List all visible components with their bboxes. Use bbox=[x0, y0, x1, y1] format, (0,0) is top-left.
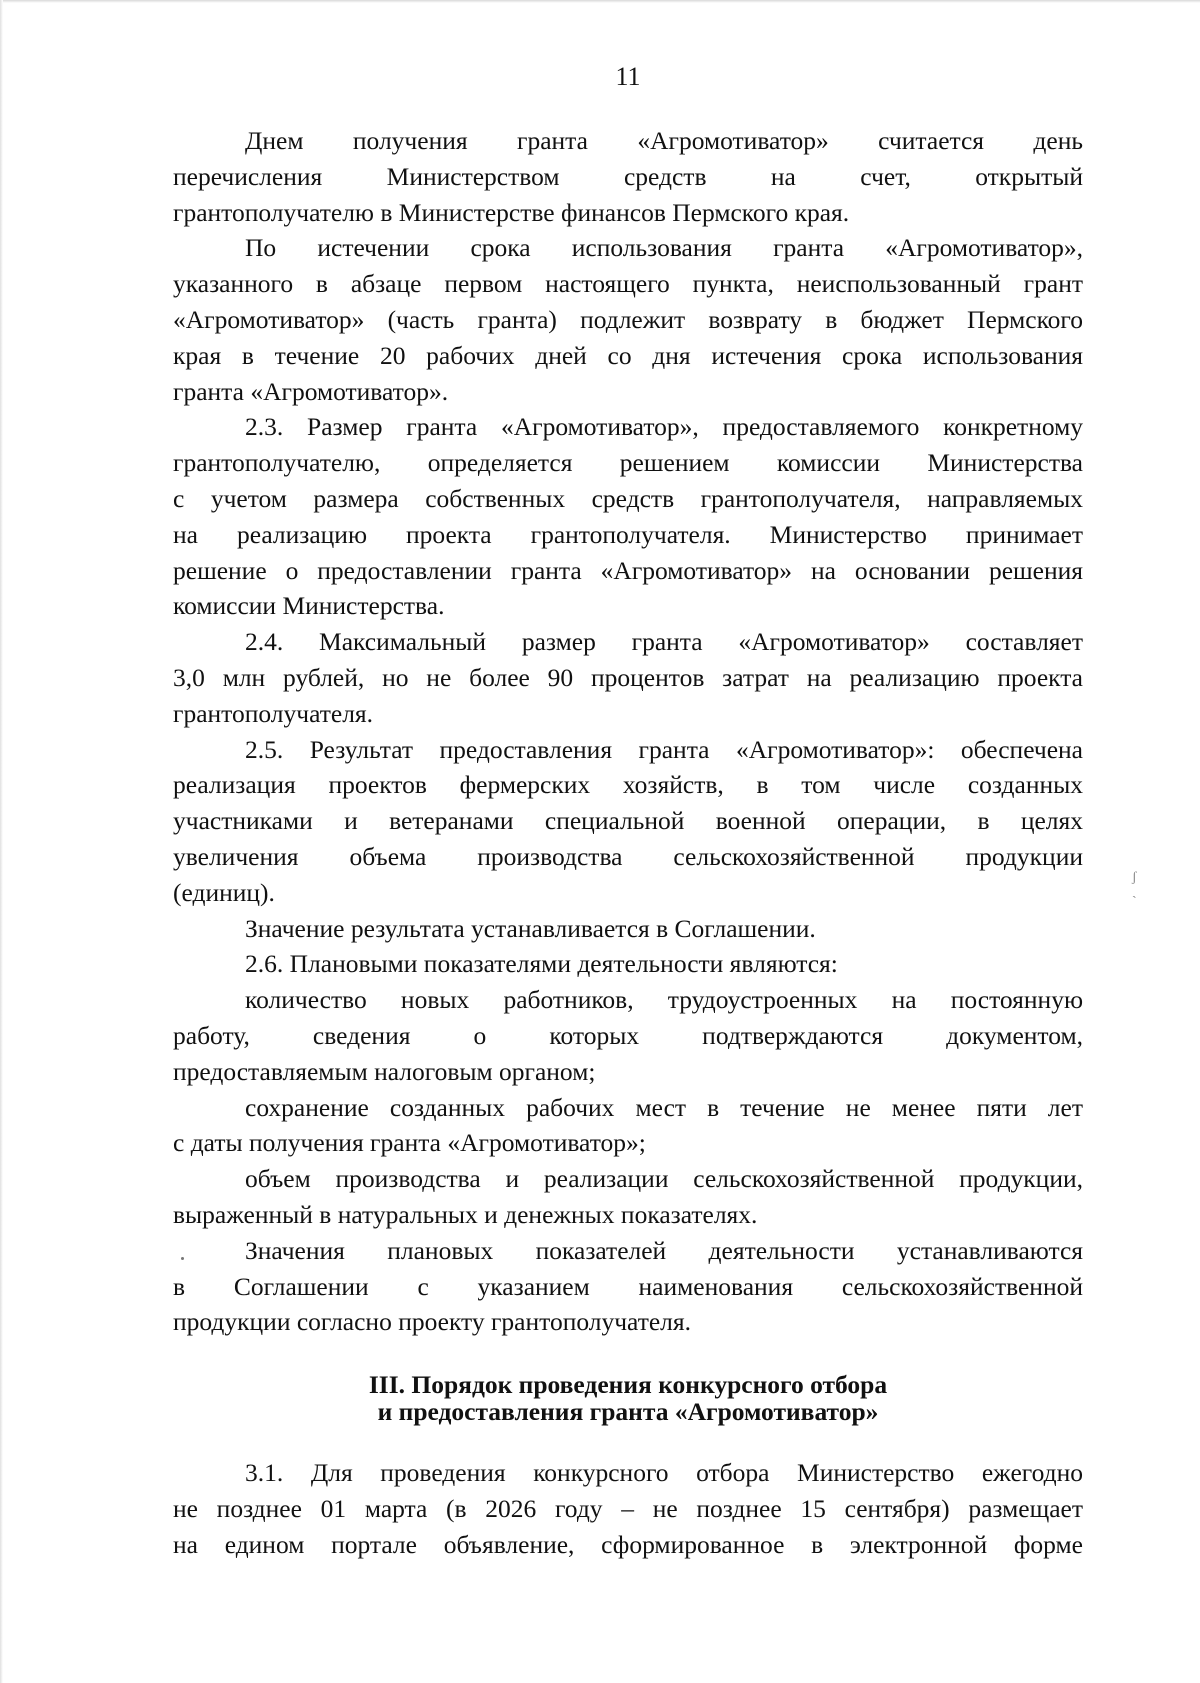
paragraph-line: работу, сведения о которых подтверждаются документом, bbox=[173, 1020, 1083, 1050]
paragraph-line: объем производства и реализации сельскохозяйственной продукции, bbox=[245, 1164, 1083, 1194]
paragraph-line: на едином портале объявление, сформированное в электронной форме bbox=[173, 1529, 1083, 1559]
paragraph-line: грантополучателю в Министерстве финансов Пермского края. bbox=[173, 197, 850, 227]
document-body bbox=[173, 123, 1083, 1562]
paragraph-2-6 bbox=[173, 946, 1083, 982]
paragraph-line: с учетом размера собственных средств грантополучателя, направляемых bbox=[173, 483, 1083, 513]
paragraph-line: края в течение 20 рабочих дней со дня истечения срока использования bbox=[173, 340, 1083, 370]
paragraph-line: 3.1. Для проведения конкурсного отбора Министерство ежегодно bbox=[245, 1458, 1083, 1488]
section-heading bbox=[173, 1371, 1083, 1425]
paragraph-line: не позднее 01 марта (в 2026 году – не позднее 15 сентября) размещает bbox=[173, 1493, 1083, 1523]
scan-artifact-dot bbox=[181, 1257, 184, 1260]
paragraph-line: с даты получения гранта «Агромотиватор»; bbox=[173, 1128, 646, 1158]
page-number: 11 bbox=[615, 62, 641, 91]
paragraph-line: выраженный в натуральных и денежных показателях. bbox=[173, 1199, 758, 1229]
scan-artifact-mark: ʃ ˏ bbox=[1132, 870, 1137, 899]
paragraph-line: Значение результата устанавливается в Соглашении. bbox=[245, 913, 816, 943]
paragraph-line: на реализацию проекта грантополучателя. Министерство принимает bbox=[173, 519, 1083, 549]
paragraph-line: перечисления Министерством средств на счет, открытый bbox=[173, 161, 1083, 191]
scan-edge-top bbox=[0, 0, 1200, 3]
paragraph-line: количество новых работников, трудоустроенных на постоянную bbox=[245, 985, 1083, 1015]
paragraph-line: «Агромотиватор» (часть гранта) подлежит возврату в бюджет Пермского bbox=[173, 304, 1083, 334]
paragraph-2-5 bbox=[173, 732, 1083, 911]
paragraph-line: 2.5. Результат предоставления гранта «Агромотиватор»: обеспечена bbox=[245, 734, 1083, 764]
paragraph-line: Значения плановых показателей деятельности устанавливаются bbox=[245, 1235, 1083, 1265]
paragraph-line: 3,0 млн рублей, но не более 90 процентов затрат на реализацию проекта bbox=[173, 662, 1083, 692]
paragraph-line: Днем получения гранта «Агромотиватор» считается день bbox=[245, 126, 1083, 155]
paragraph-line: грантополучателя. bbox=[173, 698, 374, 728]
paragraph-line: (единиц). bbox=[173, 877, 275, 907]
paragraph-line: продукции согласно проекту грантополучателя. bbox=[173, 1307, 692, 1337]
paragraph-line: указанного в абзаце первом настоящего пункта, неиспользованный грант bbox=[173, 269, 1083, 299]
paragraph-line: в Соглашении с указанием наименования сельскохозяйственной bbox=[173, 1271, 1083, 1301]
scan-edge-left bbox=[0, 0, 3, 1683]
paragraph-3-1 bbox=[173, 1455, 1083, 1562]
paragraph-line: участниками и ветеранами специальной военной операции, в целях bbox=[173, 806, 1083, 836]
paragraph-line: предоставляемым налоговым органом; bbox=[173, 1056, 596, 1086]
paragraph-line: 2.3. Размер гранта «Агромотиватор», предоставляемого конкретному bbox=[245, 412, 1083, 442]
paragraph-line: По истечении срока использования гранта «Агромотиватор», bbox=[245, 233, 1083, 263]
list-item-new-workers bbox=[173, 982, 1083, 1089]
paragraph-2-3 bbox=[173, 409, 1083, 624]
list-item-job-retention bbox=[173, 1090, 1083, 1162]
section-heading-line: III. Порядок проведения конкурсного отбора bbox=[368, 1370, 888, 1400]
paragraph-line: решение о предоставлении гранта «Агромотиватор» на основании решения bbox=[173, 555, 1083, 585]
paragraph-line: гранта «Агромотиватор». bbox=[173, 376, 449, 406]
paragraph-1 bbox=[173, 123, 1083, 230]
paragraph-line: 2.6. Плановыми показателями деятельности являются: bbox=[245, 949, 838, 979]
paragraph-line: грантополучателю, определяется решением комиссии Министерства bbox=[173, 448, 1083, 478]
list-item-production-volume bbox=[173, 1161, 1083, 1233]
paragraph-line: сохранение созданных рабочих мест в течение не менее пяти лет bbox=[245, 1092, 1083, 1122]
paragraph-2-4 bbox=[173, 624, 1083, 731]
paragraph-line: увеличения объема производства сельскохозяйственной продукции bbox=[173, 841, 1083, 871]
paragraph-line: 2.4. Максимальный размер гранта «Агромотиватор» составляет bbox=[245, 627, 1083, 657]
section-heading-line: и предоставления гранта «Агромотиватор» bbox=[377, 1397, 879, 1427]
paragraph-result-value bbox=[173, 911, 1083, 947]
paragraph-2 bbox=[173, 230, 1083, 409]
paragraph-indicator-values bbox=[173, 1233, 1083, 1340]
paragraph-line: комиссии Министерства. bbox=[173, 591, 445, 621]
paragraph-line: реализация проектов фермерских хозяйств, в том числе созданных bbox=[173, 770, 1083, 800]
